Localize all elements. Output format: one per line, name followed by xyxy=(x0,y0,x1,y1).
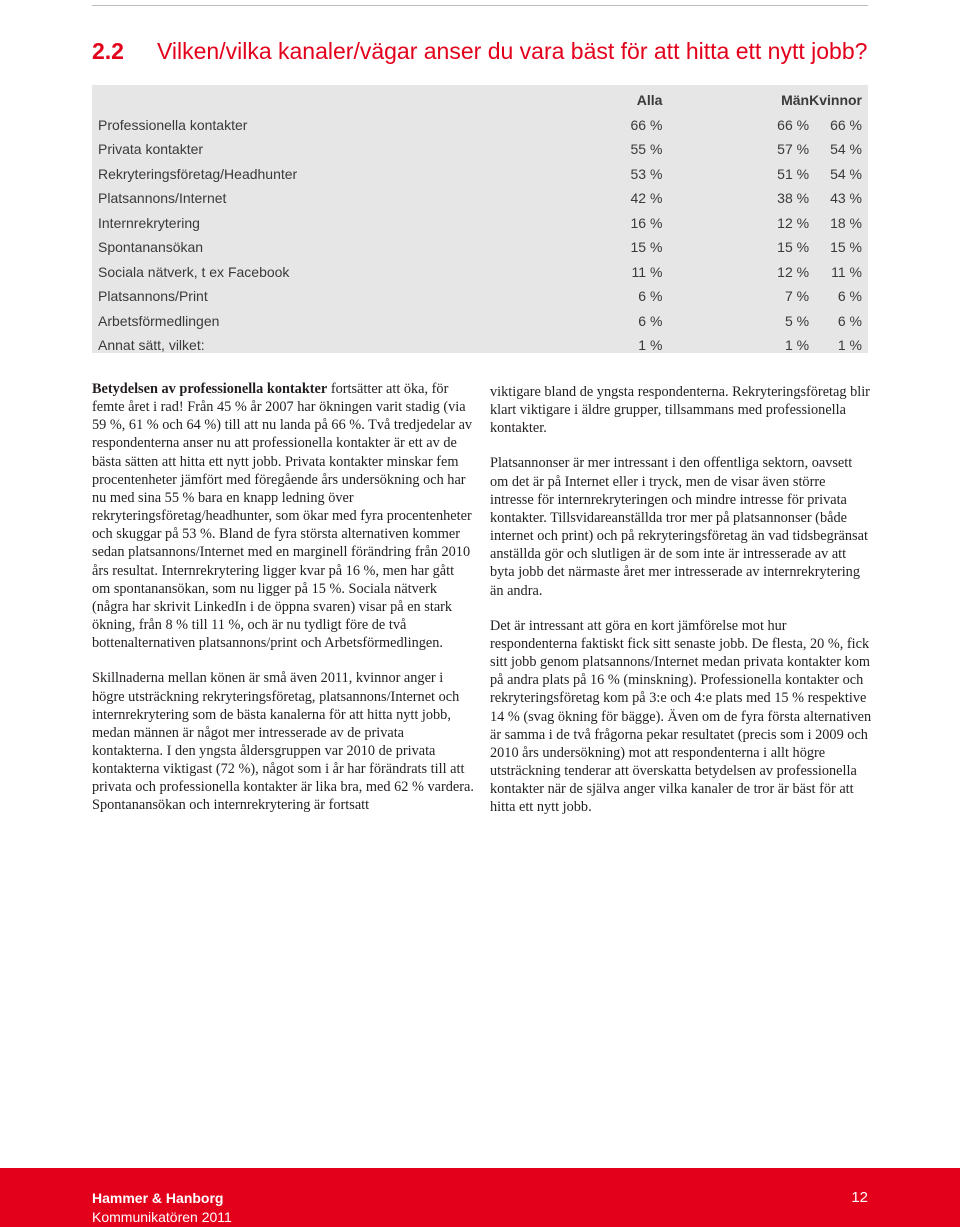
value-alla: 6 % xyxy=(638,288,663,305)
row-label: Rekryteringsföretag/Headhunter xyxy=(98,165,298,182)
value-alla: 6 % xyxy=(638,312,663,329)
row-label: Arbetsförmedlingen xyxy=(98,312,220,329)
value-man: 66 % xyxy=(777,116,810,133)
table-header-man: Män xyxy=(781,92,810,109)
value-alla: 11 % xyxy=(631,263,663,280)
value-man: 57 % xyxy=(777,141,810,158)
value-alla: 1 % xyxy=(638,337,663,354)
right-text-column xyxy=(490,383,872,833)
value-alla: 55 % xyxy=(630,141,663,158)
value-kvinnor: 6 % xyxy=(837,312,862,329)
right-paragraph-2: Platsannonser är mer intressant i den offentliga sektorn, oavsett om det är på Internet eller i tryck, men de visar även större intresse för internrekryteringen och mindre intresse för privata kontakter. Tillsvidareanställda tror mer på platsannonser (både internet och print) och på rekryteringsföretag än vad tidsbegränsat anställda gör och slutligen är de som inte är intresserade av att byta jobb det närmaste året mer intresserade av internrekrytering än andra. xyxy=(490,455,868,599)
row-label: Sociala nätverk, t ex Facebook xyxy=(98,263,290,280)
row-label: Platsannons/Print xyxy=(98,288,208,305)
footer-brand: Hammer & Hanborg xyxy=(92,1190,224,1206)
table-row xyxy=(92,284,868,309)
value-alla: 53 % xyxy=(630,165,663,182)
row-label: Platsannons/Internet xyxy=(98,190,227,207)
table-row xyxy=(92,113,868,138)
value-man: 1 % xyxy=(784,337,810,354)
value-alla: 66 % xyxy=(630,116,663,133)
table-row xyxy=(92,260,868,285)
row-label: Internrekrytering xyxy=(98,214,200,231)
table-row xyxy=(92,211,868,236)
section-title: Vilken/vilka kanaler/vägar anser du vara bäst för att hitta ett nytt jobb? xyxy=(157,38,868,64)
value-man: 12 % xyxy=(777,214,810,231)
value-alla: 16 % xyxy=(630,214,663,231)
lead-bold-phrase: Betydelsen av professionella kontakter xyxy=(92,381,328,397)
page-number: 12 xyxy=(851,1189,868,1206)
table-row xyxy=(92,235,868,260)
table-header-kvinnor: Kvinnor xyxy=(809,92,862,109)
row-label: Annat sätt, vilket: xyxy=(98,337,205,354)
value-kvinnor: 18 % xyxy=(830,214,862,231)
value-man: 51 % xyxy=(777,165,810,182)
left-paragraph-2: Skillnaderna mellan könen är små även 2011, kvinnor anger i högre utsträckning rekryteringsföretag, platsannons/Internet och internrekrytering som de bästa kanalerna för att hitta nytt jobb, medan männen är något mer intresserade av de privata kontakterna. I den yngsta åldersgruppen var 2010 de privata kontakterna viktigast (72 %), något som i år har förändrats till att privata och professionella kontakter är lika bra, med 62 % vardera. Spontanansökan och internrekrytering är fortsatt xyxy=(92,670,474,814)
value-kvinnor: 11 % xyxy=(831,263,862,280)
left-paragraph-1-text: fortsätter att öka, för femte året i rad! Från 45 % år 2007 har ökningen varit stadig (via 59 %, 61 % och 64 %) till att nu landa på 66 %. Två tredjedelar av respondenterna anser nu att professionella kontakter är ett av de bästa sätten att hitta ett nytt jobb. Privata kontakter minskar fem procentenheter jämfört med föregående års undersökning och har nu med sina 55 % bara en knapp ledning över rekryteringsföretag/headhunter, som ökar med fyra procentenheter och skuggar på 53 %. Bland de fyra största alternativen kommer sedan platsannons/Internet med en marginell förändring från 2010 års resultat. Internrekrytering ligger kvar på 16 %, men har gått om spontanansökan, som nu ligger på 15 %. Sociala nätverk (några har skrivit LinkedIn i de öppna svaren) visar på en stark ökning, från 8 % till 11 %, och är nu tydligt före de två bottenalternativen platsannons/print och Arbetsförmedlingen. xyxy=(92,381,473,652)
row-label: Professionella kontakter xyxy=(98,116,248,133)
table-row xyxy=(92,186,868,211)
table-header-label xyxy=(92,85,483,113)
results-table xyxy=(92,85,868,353)
value-man: 15 % xyxy=(777,239,810,256)
footer-subtitle: Kommunikatören 2011 xyxy=(92,1209,232,1225)
value-kvinnor: 6 % xyxy=(837,288,862,305)
value-alla: 15 % xyxy=(630,239,663,256)
top-rule xyxy=(92,5,868,6)
left-paragraph-1 xyxy=(92,380,474,652)
right-paragraph-3: Det är intressant att göra en kort jämförelse mot hur respondenterna faktiskt fick sitt senaste jobb. De flesta, 20 %, fick sitt jobb genom platsannons/Internet medan privata kontakter kom på andra plats på 16 % (minskning). Professionella kontakter och rekryteringsföretag kom på 3:e och 4:e plats med 15 % respektive 14 % (svag ökning för bägge). Även om de fyra första alternativen är samma i de två frågorna pekar resultatet (precis som i 2009 och 2010 års undersökning) mot att respondenterna i allt högre utsträckning tenderar att överskatta betydelsen av professionella kontakter när de själva anger vilka kanaler de tror är bäst för att hitta ett nytt jobb. xyxy=(490,617,872,816)
value-kvinnor: 1 % xyxy=(837,337,862,354)
right-paragraph-1: viktigare bland de yngsta respondenterna. Rekryteringsföretag blir klart viktigare i äldre grupper, tillsammans med professionella kontakter. xyxy=(490,384,870,437)
section-number: 2.2 xyxy=(92,38,124,64)
table-header-row xyxy=(92,85,868,113)
value-kvinnor: 54 % xyxy=(830,165,862,182)
table-row xyxy=(92,162,868,187)
value-alla: 42 % xyxy=(630,190,663,207)
value-man: 5 % xyxy=(784,312,810,329)
section-heading xyxy=(92,37,882,65)
value-man: 12 % xyxy=(777,263,810,280)
table-row xyxy=(92,309,868,334)
value-kvinnor: 54 % xyxy=(830,141,862,158)
row-label: Privata kontakter xyxy=(98,141,204,158)
table-row xyxy=(92,137,868,162)
table-header-alla: Alla xyxy=(636,92,663,109)
value-kvinnor: 66 % xyxy=(830,116,862,133)
value-man: 7 % xyxy=(784,288,810,305)
value-kvinnor: 15 % xyxy=(830,239,862,256)
left-text-column xyxy=(92,380,474,832)
table-row xyxy=(92,333,868,358)
row-label: Spontanansökan xyxy=(98,239,204,256)
value-kvinnor: 43 % xyxy=(830,190,862,207)
value-man: 38 % xyxy=(777,190,810,207)
